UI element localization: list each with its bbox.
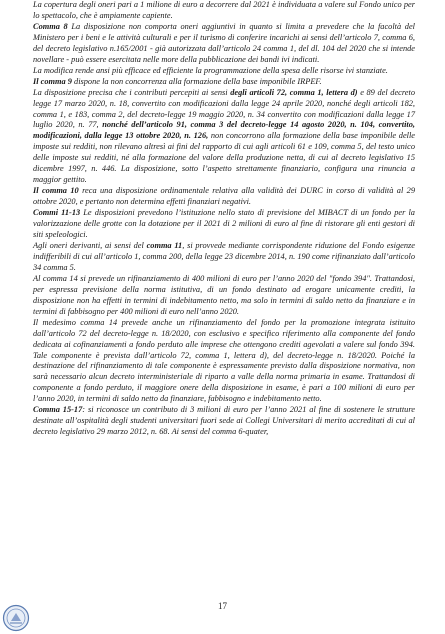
page-number: 17 [218,601,227,611]
paragraph [33,88,415,187]
bold-text-run: Il comma 9 [33,76,72,86]
text-run: La disposizione non comporta oneri aggiuntivi in quanto si limita a prevedere che la facoltà del Ministero per i beni e le attività culturali e per il turismo di conferire incarichi ai sensi dell’articolo 7, comma 6, del decreto legislativo n.165/2001 - già autorizzata dall’articolo 24 comma 1, del dl. 104 del 2020 che si intende novellare - può essere esercitata nelle more della pubblicazione dei bandi ivi indicati. [33,21,415,64]
emblem-seal-icon [2,604,30,632]
bold-text-run: nonché dell’articolo 91, comma 3 del decreto-legge 14 agosto 2020, n. 104, convertito, modificazioni, dalla legge 13 ottobre 2020, n. 126, [33,120,415,141]
text-run: e 89 del decreto legge 17 marzo 2020, n. 18, convertito con modificazioni dalla legge 24 aprile 2020, nonché degli articoli 182, comma 1, e 183, comma 2, del decreto-legge 19 maggio 2020, n. 34 convertito con modificazioni dalla legge 17 luglio 2020, n. 77, [33,87,415,130]
text-run: , si provvede mediante corrispondente riduzione del Fondo esigenze indifferibili di cui all’articolo 1, comma 200, della legge 23 dicembre 2014, n. 190 come rifinanziato dall’articolo 34 comma 5. [33,240,415,272]
text-run: Il medesimo comma 14 prevede anche un rifinanziamento del fondo per la promozione integrata istituito dall’articolo 72 del decreto-legge n. 18/2020, con esclusivo e specifico riferimento alla componente del fondo dedicata ai cofinanziamenti a fondo perduto alle imprese che ottengono crediti agevolati a valere sul fondo 394. Tale componente è prevista dall’articolo 72, comma 1, lettera d), del decreto-legge n. 18/2020. Poiché la destinazione del rifinanziamento di tale componente è espressamente previsto dalla disposizione normativa, non sarà necessario alcun decreto interministeriale di riparto a valle della norma primaria in esame. Trattandosi di componente a fondo perduto, il maggiore onere della disposizione in esame, è pari a 100 milioni di euro per l’anno 2020, in termini di saldo netto da finanziare, fabbisogno e indebitamento netto. [33,317,415,404]
body-text [33,0,415,438]
paragraph [33,318,415,406]
text-run: La copertura degli oneri pari a 1 milione di euro a decorrere dal 2021 è individuata a valere sul Fondo unico per lo spettacolo, che è ampiamente capiente. [33,0,415,20]
paragraph [33,77,415,88]
paragraph [33,208,415,241]
paragraph [33,241,415,274]
bold-text-run: Comma 8 [33,21,68,31]
bold-text-run: comma 11 [146,240,183,250]
paragraph [33,274,415,318]
paragraph [33,66,415,77]
text-run: Al comma 14 si prevede un rifinanziamento di 400 milioni di euro per l’anno 2020 del "fondo 394". Trattandosi, per espressa previsione della norma istitutiva, di un fondo destinato ad erogare unicamente crediti, la disposizione non ha effetti in termini di indebitamento netto, ma solo in termini di saldo netto da finanziare e in termini di fabbisogno per 400 milioni di euro nell’anno 2020. [33,273,415,316]
text-run: Le disposizioni prevedono l’istituzione nello stato di previsione del MIBACT di un fondo per la valorizzazione delle grotte con la dotazione per il 2021 di 2 milioni di euro al fine di ristorare gli enti gestori di siti speleologici. [33,208,415,240]
bold-text-run: Comma 15-17 [33,405,83,415]
paragraph [33,22,415,66]
text-run: non concorrono alla formazione della base imponibile delle imposte sui redditi, non rilevano altresì ai fini del rapporto di cui agli articoli 61 e 109, comma 5, del testo unico delle imposte sui redditi, né alla formazione del valore della produzione netta, di cui al decreto legislativo 15 dicembre 1997, n. 446. La disposizione, sotto l’aspetto strettamente finanziario, configura una rinuncia a maggior gettito. [33,131,415,185]
paragraph [33,0,415,22]
text-run: dispone la non concorrenza alla formazione della base imponibile IRPEF. [71,76,322,86]
bold-text-run: Il comma 10 [33,186,79,196]
text-run: La disposizione precisa che i contributi percepiti ai sensi [33,87,231,97]
text-run: : si riconosce un contributo di 3 milioni di euro per l’anno 2021 al fine di sostenere le strutture destinate all’ospitalità degli studenti universitari fuori sede ai Collegi Universitari di merito accreditati di cui al decreto legislativo 29 marzo 2012, n. 68. Ai sensi del comma 6-quater, [33,405,415,437]
text-run: reca una disposizione ordinamentale relativa alla validità dei DURC in corso di validità al 29 ottobre 2020, e pertanto non determina effetti finanziari negativi. [33,186,416,207]
bold-text-run: degli articoli 72, comma 1, lettera d) [230,87,358,97]
paragraph [33,186,415,208]
paragraph [33,405,415,438]
text-run: Agli oneri derivanti, ai sensi del [33,240,147,250]
text-run: La modifica rende ansi più efficace ed efficiente la programmazione della spesa delle risorse ivi stanziate. [33,65,388,75]
bold-text-run: Commi 11-13 [33,208,81,218]
